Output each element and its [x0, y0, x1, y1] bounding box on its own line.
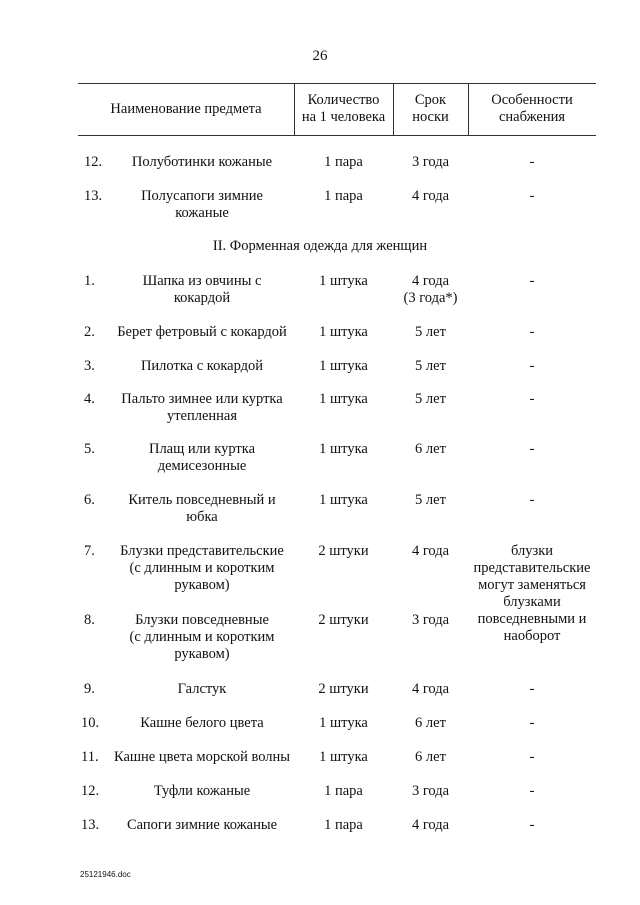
row-number: 3. [84, 358, 95, 374]
item-note: - [529, 715, 535, 731]
item-note: - [529, 273, 535, 289]
item-name: Галстук [177, 681, 227, 697]
item-term: 6 лет [415, 441, 446, 457]
row-number: 11. [81, 749, 99, 765]
item-quantity: 1 штука [319, 715, 368, 731]
row-number: 13. [81, 817, 100, 833]
item-name: Шапка из овчины с кокардой [142, 273, 262, 306]
item-name: Сапоги зимние кожаные [126, 817, 278, 833]
item-term: 6 лет [415, 715, 446, 731]
item-name: Блузки повседневные (с длинным и коротким рукавом) [129, 612, 275, 662]
row-number: 7. [84, 543, 95, 559]
item-note: - [529, 154, 535, 170]
item-quantity: 1 пара [324, 783, 363, 799]
row-number: 4. [84, 391, 95, 407]
item-name: Туфли кожаные [153, 783, 251, 799]
item-quantity: 1 штука [319, 492, 368, 508]
item-term: 5 лет [415, 391, 446, 407]
row-number: 1. [84, 273, 95, 289]
item-term: 4 года [411, 543, 450, 559]
item-note: - [529, 817, 535, 833]
section-title: II. Форменная одежда для женщин [212, 238, 428, 254]
item-quantity: 2 штуки [318, 681, 369, 697]
item-quantity: 2 штуки [318, 612, 369, 628]
item-term: 5 лет [415, 324, 446, 340]
item-term: 6 лет [415, 749, 446, 765]
page-number: 26 [312, 48, 328, 64]
item-term: 4 года [411, 188, 450, 204]
item-quantity: 1 штука [319, 391, 368, 407]
item-name: Полусапоги зимние кожаные [141, 188, 263, 221]
item-term: 4 года [411, 817, 450, 833]
header-quantity: Количество на 1 человека [301, 92, 386, 125]
table-header-bottom-rule [78, 135, 596, 136]
item-note: - [529, 749, 535, 765]
row-number: 8. [84, 612, 95, 628]
item-quantity: 1 штука [319, 324, 368, 340]
row-number: 12. [81, 783, 100, 799]
blouse-substitution-note: блузки представительские могут заменяться блузками повседневными и наоборот [473, 543, 591, 644]
item-note: - [529, 492, 535, 508]
item-name: Китель повседневный и юбка [128, 492, 276, 525]
item-note: - [529, 324, 535, 340]
row-number: 6. [84, 492, 95, 508]
row-number: 9. [84, 681, 95, 697]
row-number: 12. [84, 154, 103, 170]
header-term: Срок носки [412, 92, 449, 125]
item-quantity: 1 штука [319, 749, 368, 765]
item-quantity: 1 штука [319, 441, 368, 457]
item-term: 4 года (3 года*) [403, 273, 458, 306]
item-note: - [529, 391, 535, 407]
item-term: 5 лет [415, 358, 446, 374]
item-quantity: 1 пара [324, 154, 363, 170]
row-number: 10. [81, 715, 100, 731]
item-note: - [529, 188, 535, 204]
item-name: Плащ или куртка демисезонные [148, 441, 256, 474]
header-name: Наименование предмета [110, 100, 262, 117]
item-quantity: 1 штука [319, 358, 368, 374]
item-name: Берет фетровый с кокардой [117, 324, 287, 340]
item-term: 3 года [411, 154, 450, 170]
item-name: Кашне белого цвета [140, 715, 264, 731]
row-number: 2. [84, 324, 95, 340]
item-quantity: 1 пара [324, 188, 363, 204]
item-note: - [529, 441, 535, 457]
row-number: 5. [84, 441, 95, 457]
item-quantity: 1 штука [319, 273, 368, 289]
item-note: - [529, 681, 535, 697]
item-name: Пальто зимнее или куртка утепленная [121, 391, 283, 424]
item-name: Блузки представительские (с длинным и коротким рукавом) [120, 543, 284, 593]
item-name: Полуботинки кожаные [131, 154, 273, 170]
item-name: Кашне цвета морской волны [113, 749, 291, 765]
item-quantity: 1 пара [324, 817, 363, 833]
footer-filename: 25121946.doc [80, 870, 131, 879]
item-name: Пилотка с кокардой [140, 358, 264, 374]
item-quantity: 2 штуки [318, 543, 369, 559]
item-note: - [529, 783, 535, 799]
item-note: - [529, 358, 535, 374]
item-term: 3 года [411, 783, 450, 799]
item-term: 3 года [411, 612, 450, 628]
item-term: 4 года [411, 681, 450, 697]
header-notes: Особенности снабжения [491, 92, 573, 125]
row-number: 13. [84, 188, 103, 204]
item-term: 5 лет [415, 492, 446, 508]
